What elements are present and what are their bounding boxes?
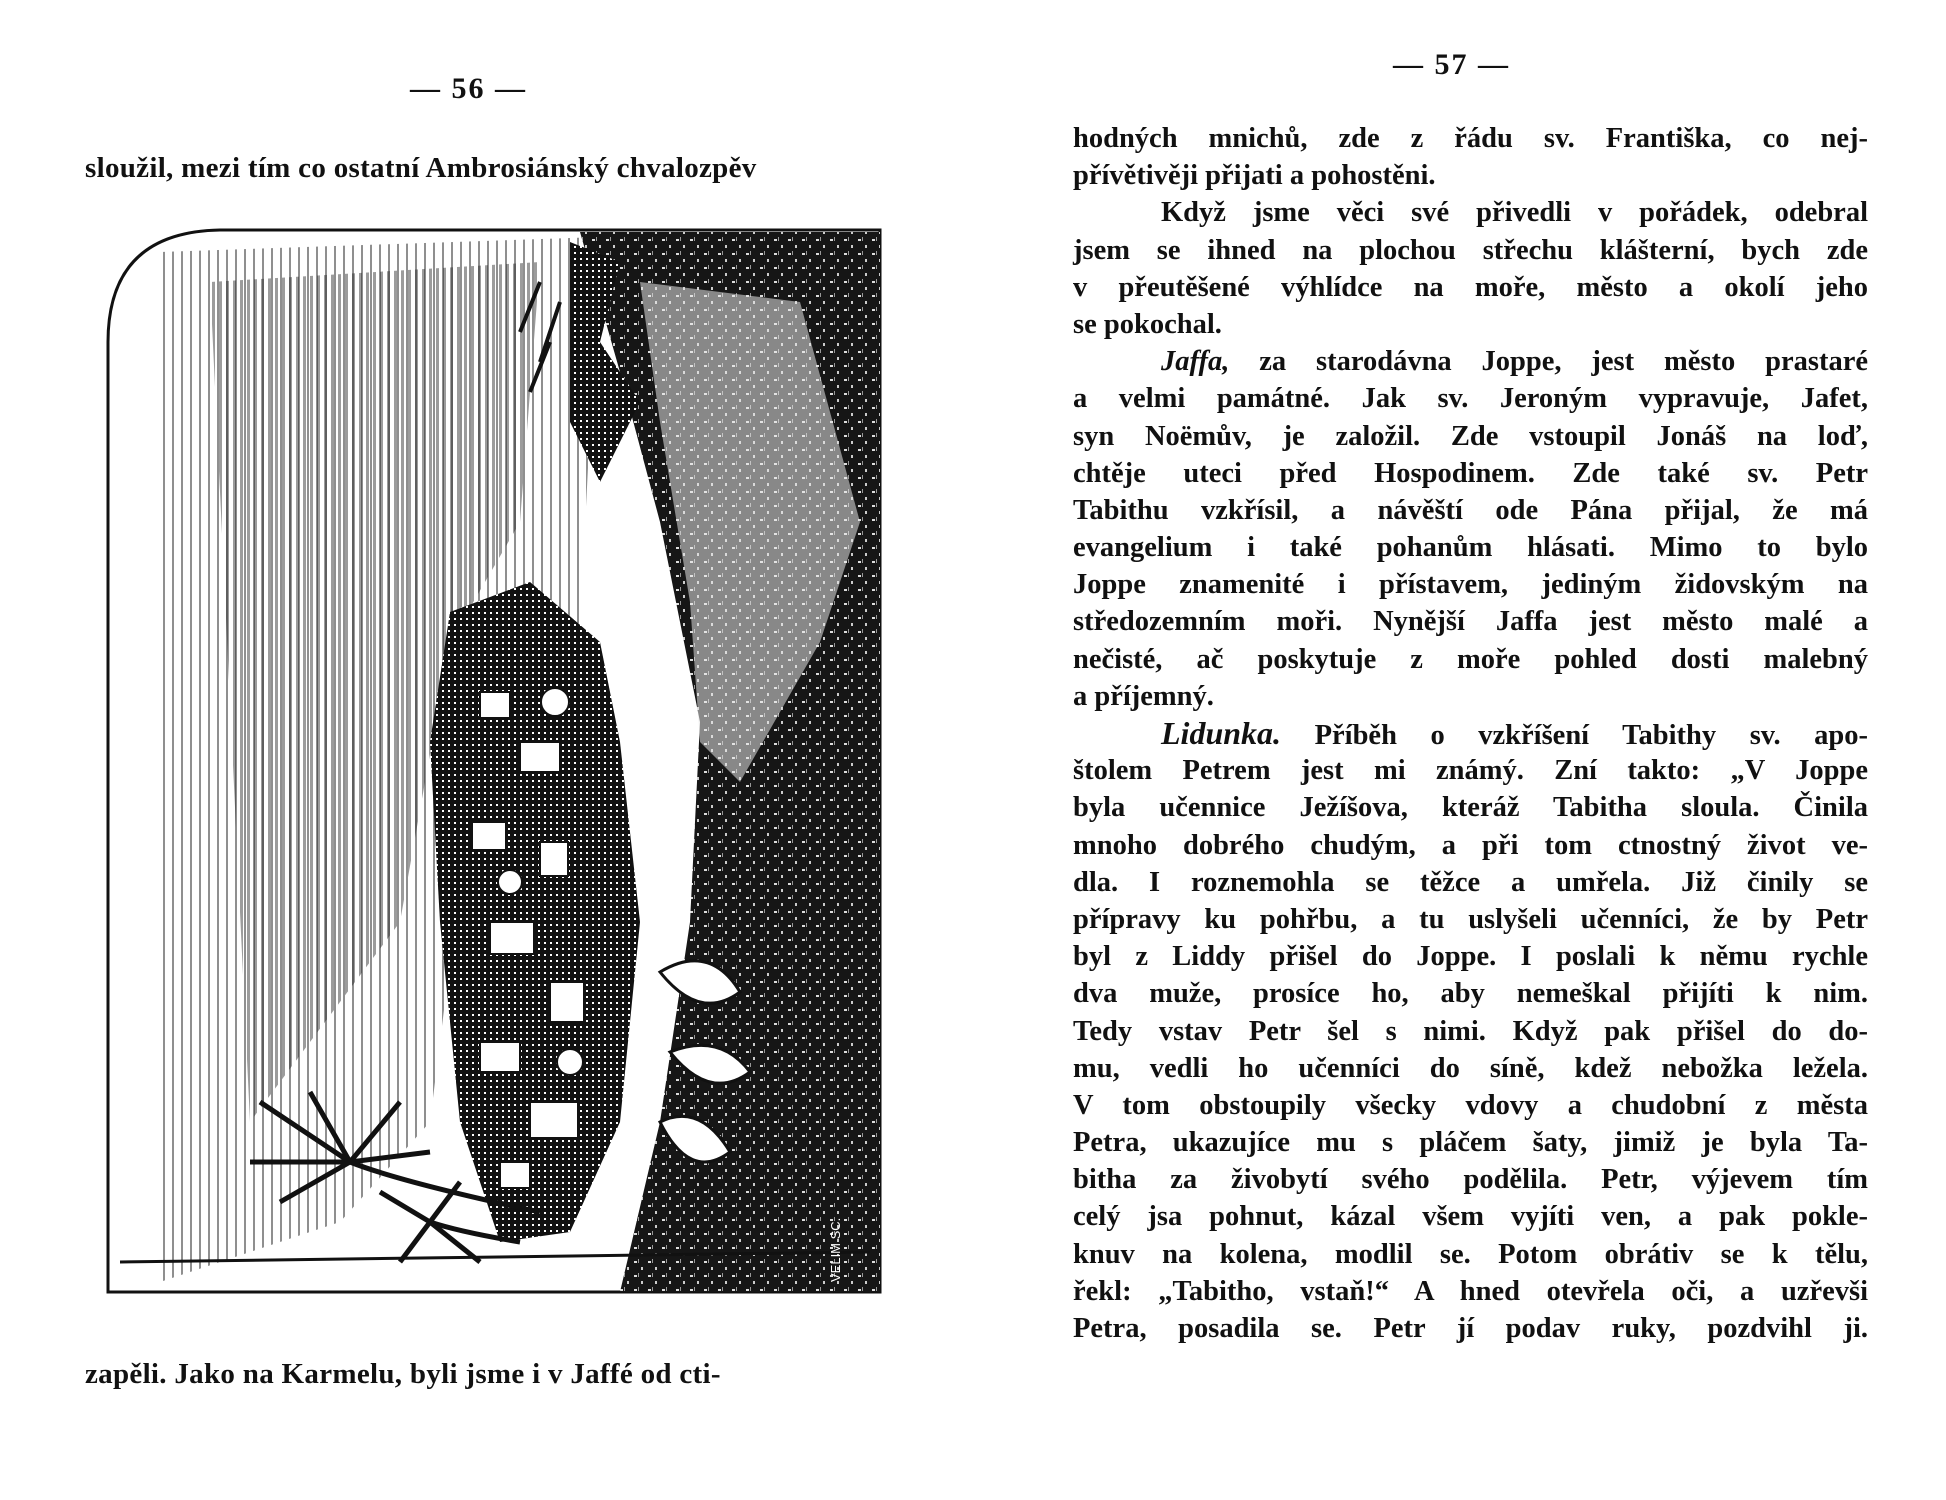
- text-line: [1073, 1124, 1868, 1161]
- text-line-content: řekl: „Tabitho, vstaň!“ A hned otevřela oči, a uzřevši: [1073, 1275, 1868, 1307]
- text-line-content: Příběh o vzkříšení Tabithy sv. apo-: [1281, 720, 1868, 751]
- text-line-content: knuv na kolena, modlil se. Potom obrátiv se k tělu,: [1073, 1238, 1868, 1270]
- text-line: [1073, 566, 1868, 603]
- text-line: [1073, 1310, 1868, 1347]
- text-line: [1073, 1236, 1868, 1273]
- text-line: [1073, 1013, 1868, 1050]
- text-line: [1073, 380, 1868, 417]
- text-line-content: a velmi památné. Jak sv. Jeroným vypravuje, Jafet,: [1073, 383, 1868, 415]
- page-number-57: — 57 —: [1393, 48, 1510, 81]
- text-line-content: štolem Petrem jest mi známý. Zní takto: „V Joppe: [1073, 755, 1868, 787]
- left-page-bottom-line: zapěli. Jako na Karmelu, byli jsme i v Jaffé od cti-: [85, 1358, 721, 1390]
- engraver-signature: VELIM SC.: [828, 1217, 843, 1282]
- text-line: [1073, 1087, 1868, 1124]
- text-line-content: Petra, posadila se. Petr jí podav ruky, pozdvihl ji.: [1073, 1313, 1868, 1344]
- text-line: [1073, 418, 1868, 455]
- text-line: [1073, 975, 1868, 1012]
- left-page-top-line: sloužil, mezi tím co ostatní Ambrosiánský chvalozpěv: [85, 152, 757, 184]
- text-line-content: Joppe znamenité i přístavem, jediným židovským na: [1073, 569, 1868, 601]
- jaffa-engraving-svg: [100, 222, 890, 1302]
- text-line-content: přívětivěji přijati a pohostěni.: [1073, 160, 1436, 192]
- text-line-content: a příjemný.: [1073, 680, 1214, 712]
- text-line: [1073, 194, 1868, 231]
- text-line: [1073, 269, 1868, 306]
- text-line-content: hodných mnichů, zde z řádu sv. Františka, co nej-: [1073, 123, 1868, 154]
- text-line-content: evangelium i také pohanům hlásati. Mimo to bylo: [1073, 532, 1868, 564]
- text-line-content: Tabithu vzkřísil, a návěští ode Pána přijal, že má: [1073, 494, 1868, 526]
- text-line-content: syn Noëmův, je založil. Zde vstoupil Jonáš na loď,: [1073, 420, 1868, 452]
- text-line-content: celý jsa pohnut, kázal všem vyjíti ven, a pak pokle-: [1073, 1201, 1868, 1233]
- text-line-content: středozemním moři. Nynější Jaffa jest město malé a: [1073, 606, 1868, 638]
- text-line-content: Když jsme věci své přivedli v pořádek, odebral: [1161, 197, 1868, 229]
- text-line: [1073, 901, 1868, 938]
- text-line-content: Petra, ukazujíce mu s pláčem šaty, jimiž je byla Ta-: [1073, 1127, 1868, 1159]
- text-line: [1073, 1161, 1868, 1198]
- text-line: [1073, 1273, 1868, 1310]
- text-line-content: V tom obstoupily všecky vdovy a chudobní z města: [1073, 1089, 1868, 1121]
- page-number-56: — 56 —: [410, 72, 527, 105]
- text-line-content: se pokochal.: [1073, 308, 1222, 340]
- text-line-content: přípravy ku pohřbu, a tu uslyšeli učenníci, že by Petr: [1073, 903, 1868, 935]
- text-line: [1073, 603, 1868, 640]
- text-line: [1073, 678, 1868, 715]
- text-line-content: za starodávna Joppe, jest město prastaré: [1229, 346, 1868, 378]
- text-line-content: mu, vedli ho učenníci do síně, kdež nebožka ležela.: [1073, 1052, 1868, 1084]
- text-line-content: dla. I roznemohla se těžce a umřela. Již činily se: [1073, 866, 1868, 898]
- text-line: [1073, 789, 1868, 826]
- text-line: [1073, 455, 1868, 492]
- text-line: [1073, 752, 1868, 789]
- text-line: [1073, 492, 1868, 529]
- text-line-content: chtěje uteci před Hospodinem. Zde také sv. Petr: [1073, 457, 1868, 489]
- text-line-content: bitha za živobytí svého podělila. Petr, výjevem tím: [1073, 1164, 1868, 1196]
- text-line-content: nečisté, ač poskytuje z moře pohled dosti malebný: [1073, 643, 1868, 675]
- text-line: [1073, 157, 1868, 194]
- text-line: [1073, 938, 1868, 975]
- right-page-text: [1073, 120, 1868, 1347]
- text-line-content: mnoho dobrého chudým, a při tom ctnostný život ve-: [1073, 829, 1868, 861]
- paragraph-lead-word: Lidunka.: [1161, 715, 1282, 751]
- text-line: [1073, 343, 1868, 380]
- text-line: [1073, 1198, 1868, 1235]
- text-line: [1073, 827, 1868, 864]
- text-line-content: v přeutěšené výhlídce na moře, město a okolí jeho: [1073, 271, 1868, 303]
- text-line-content: Tedy vstav Petr šel s nimi. Když pak přišel do do-: [1073, 1015, 1868, 1047]
- text-line: [1073, 529, 1868, 566]
- text-line: [1073, 641, 1868, 678]
- text-line: [1073, 864, 1868, 901]
- text-line-content: byl z Liddy přišel do Joppe. I poslali k němu rychle: [1073, 941, 1868, 973]
- jaffa-engraving: [100, 222, 890, 1302]
- text-line: [1073, 715, 1868, 752]
- text-line: [1073, 120, 1868, 157]
- text-line-content: byla učennice Ježíšova, kteráž Tabitha sloula. Činila: [1073, 792, 1868, 824]
- text-line-content: dva muže, prosíce ho, aby nemeškal přijíti k nim.: [1073, 978, 1868, 1010]
- text-line: [1073, 1050, 1868, 1087]
- text-line: [1073, 232, 1868, 269]
- paragraph-lead-word: Jaffa,: [1161, 346, 1230, 378]
- text-line: [1073, 306, 1868, 343]
- right-page: [973, 0, 1946, 1500]
- text-line-content: jsem se ihned na plochou střechu klášterní, bych zde: [1073, 234, 1868, 266]
